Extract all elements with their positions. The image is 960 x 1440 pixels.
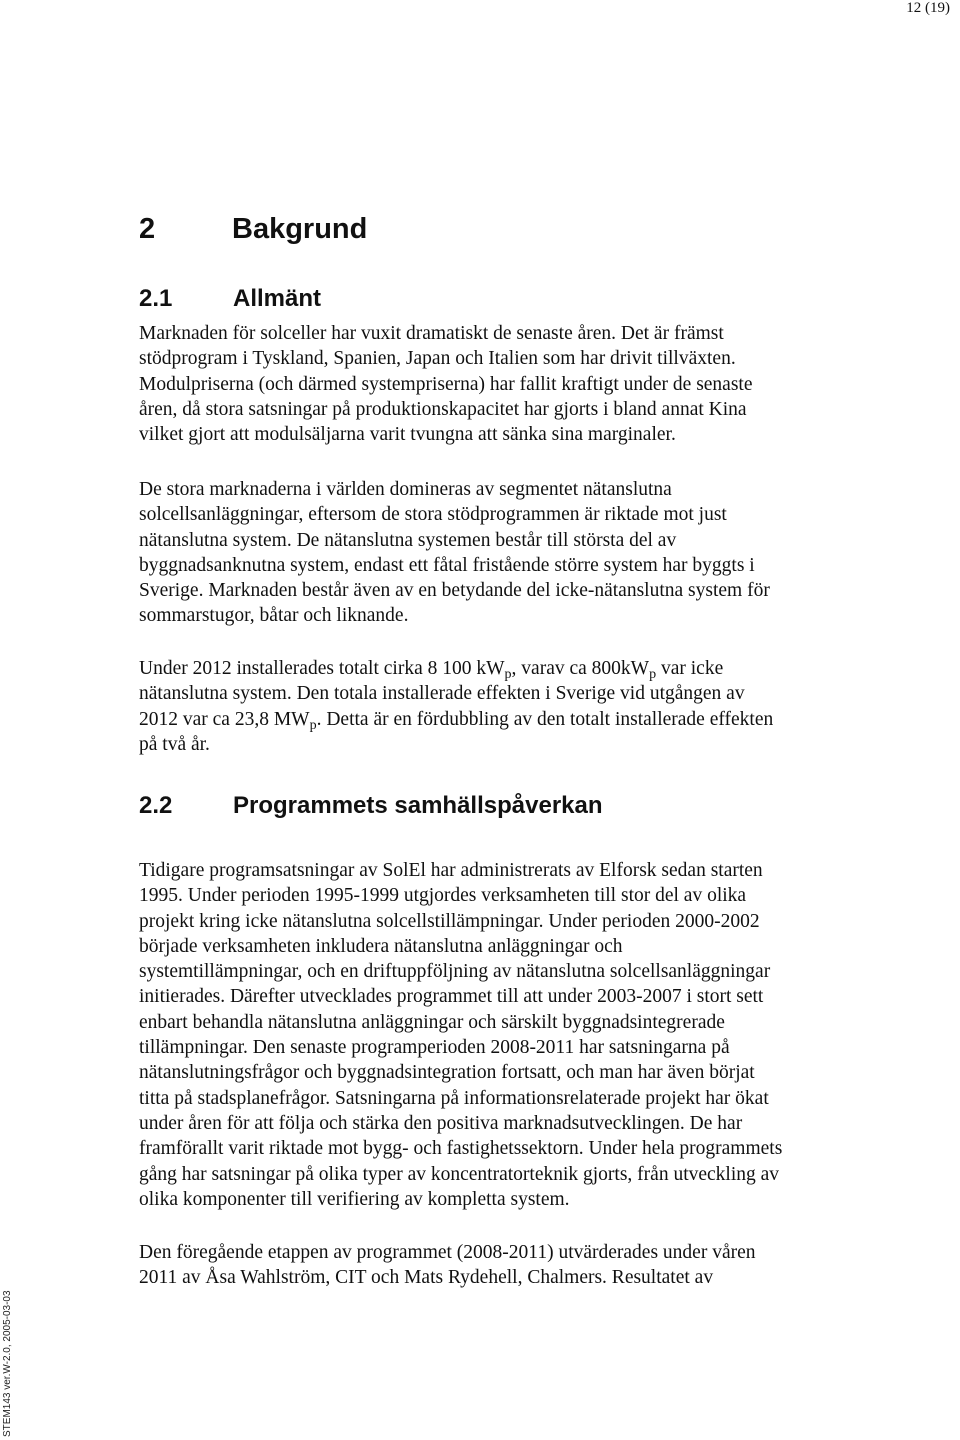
section-heading-2-1: [139, 284, 321, 314]
section-title: Allmänt: [233, 285, 322, 312]
section-title: Programmets samhällspåverkan: [233, 792, 603, 819]
template-version-stamp: STEM143 ver.W-2.0, 2005-03-03: [2, 1290, 13, 1437]
text-line: nätanslutna system. Den totala installerade effekten i Sverige vid utgången av: [139, 683, 745, 705]
text-line: Tidigare programsatsningar av SolEl har administrerats av Elforsk sedan starten: [139, 860, 763, 881]
text-line: projekt kring icke nätanslutna solcellstillämpningar. Under perioden 2000-2002: [139, 910, 760, 932]
paragraph-market-growth: [139, 321, 899, 447]
text-line: enbart behandla nätanslutna anläggningar och särskilt byggnadsintegrerade: [139, 1011, 725, 1033]
text-run: var icke: [656, 658, 724, 679]
text-line: [139, 656, 899, 681]
subscript: p: [649, 665, 657, 682]
section-number: 2.1: [139, 285, 173, 312]
text-line: systemtillämpningar, och en driftuppföljning av nätanslutna solcellsanläggningar: [139, 961, 771, 983]
text-line: De stora marknaderna i världen domineras av segmentet nätanslutna: [139, 479, 672, 500]
text-line: nätanslutningsfrågor och byggnadsintegration fortsatt, och man har även börjat: [139, 1062, 755, 1084]
text-line: tillämpningar. Den senaste programperioden 2008-2011 har satsningarna på: [139, 1037, 730, 1059]
text-run: . Detta är en fördubbling av den totalt installerade effekten: [316, 708, 774, 730]
subscript: p: [504, 665, 512, 682]
text-line: stödprogram i Tyskland, Spanien, Japan och Italien som har drivit tillväxten.: [139, 348, 736, 370]
chapter-title: Bakgrund: [232, 213, 368, 245]
text-line: 1995. Under perioden 1995-1999 utgjordes verksamheten till stor del av olika: [139, 885, 747, 907]
text-run: 2012 var ca 23,8 MW: [139, 708, 310, 730]
paragraph-evaluation: [139, 1240, 899, 1291]
paragraph-markets: [139, 477, 899, 629]
text-run: Under 2012 installerades totalt cirka 8 100 kW: [139, 658, 505, 679]
text-line: initierades. Därefter utvecklades programmet till att under 2003-2007 i stort sett: [139, 986, 764, 1008]
text-line: framförallt varit riktade mot bygg- och fastighetssektorn. Under hela programmets: [139, 1138, 783, 1160]
chapter-heading: [139, 211, 367, 247]
text-line: på två år.: [139, 733, 210, 755]
paragraph-installations-2012: [139, 656, 899, 757]
text-line: 2011 av Åsa Wahlström, CIT och Mats Rydehell, Chalmers. Resultatet av: [139, 1267, 714, 1289]
text-line: Sverige. Marknaden består även av en betydande del icke-nätanslutna system för: [139, 580, 770, 602]
text-run: , varav ca 800kW: [511, 658, 650, 679]
chapter-number: 2: [139, 213, 156, 245]
text-line: nätanslutna system. De nätanslutna systemen består till största del av: [139, 529, 677, 551]
section-number: 2.2: [139, 792, 173, 819]
text-line: solcellsanläggningar, eftersom de stora stödprogrammen är riktade mot just: [139, 504, 727, 526]
text-line: Modulpriserna (och därmed systempriserna) har fallit kraftigt under de senaste: [139, 373, 753, 395]
text-line: gång har satsningar på olika typer av koncentratorteknik gjorts, från utveckling av: [139, 1163, 780, 1185]
text-line: olika komponenter till verifiering av kompletta system.: [139, 1188, 570, 1210]
text-line: byggnadsanknutna system, endast ett fåtal fristående större system har byggts i: [139, 554, 755, 576]
text-line: titta på stadsplanefrågor. Satsningarna på informationsrelaterade projekt har ökat: [139, 1087, 769, 1109]
text-line: Den föregående etappen av programmet (2008-2011) utvärderades under våren: [139, 1242, 756, 1263]
section-heading-2-2: [139, 791, 603, 821]
subscript: p: [309, 716, 317, 733]
text-line: under åren för att följa och stärka den positiva marknadsutvecklingen. De har: [139, 1112, 743, 1134]
text-line: åren, då stora satsningar på produktionskapacitet har gjorts i bland annat Kina: [139, 398, 747, 420]
paragraph-program-history: [139, 858, 899, 1212]
page-number: 12 (19): [906, 0, 950, 16]
text-line: sommarstugor, båtar och liknande.: [139, 605, 409, 627]
text-line: Marknaden för solceller har vuxit dramatiskt de senaste åren. Det är främst: [139, 323, 724, 344]
text-line: vilket gjort att modulsäljarna varit tvungna att sänka sina marginaler.: [139, 424, 676, 446]
text-line: [139, 707, 899, 732]
text-line: började verksamheten inkludera nätanslutna anläggningar och: [139, 935, 623, 957]
